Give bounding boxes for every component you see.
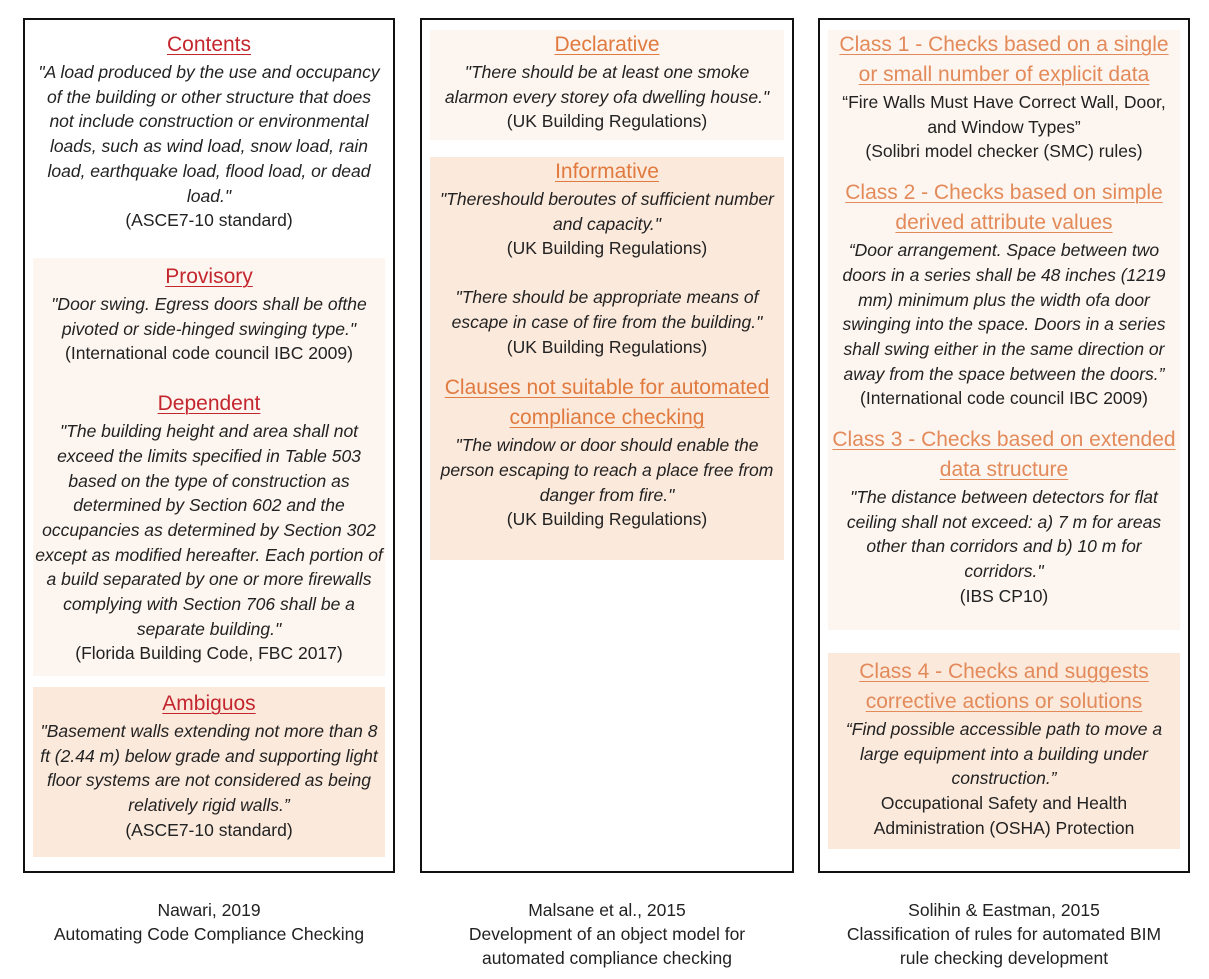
section-source: (UK Building Regulations) [506, 111, 708, 132]
section-source: (UK Building Regulations) [506, 336, 708, 357]
caption-malsane [420, 898, 794, 970]
section-quote: "The distance between detectors for flat ceiling shall not exceed: a) 7 m for areas other than corridors and b) 10 m for corridors." [846, 487, 1162, 582]
section-title: Class 4 - Checks and suggests corrective actions or solutions [859, 660, 1149, 713]
section-class-1-3 [828, 30, 1180, 630]
caption-title: Classification of rules for automated BIM rule checking development [846, 924, 1162, 968]
section-source: (IBS CP10) [959, 585, 1049, 606]
section-source: (UK Building Regulations) [506, 238, 708, 259]
section-contents [33, 30, 385, 252]
section-source: (International code council IBC 2009) [860, 388, 1148, 409]
section-title: Class 2 - Checks based on simple derived attribute values [845, 181, 1163, 235]
section-quote: "The window or door should enable the person escaping to reach a place free from danger from fire." [440, 435, 774, 505]
column-solihin [818, 18, 1190, 873]
section-source: (Solibri model checker (SMC) rules) [865, 141, 1143, 162]
section-quote: "There should be at least one smoke alarmon every storey ofa dwelling house." [444, 62, 770, 107]
caption-author: Malsane et al., 2015 [528, 900, 686, 920]
section-quote: "Door swing. Egress doors shall be ofthe pivoted or side-hinged swinging type." [51, 294, 367, 339]
section-quote: "There should be appropriate means of escape in case of fire from the building." [451, 287, 763, 332]
section-title: Declarative [554, 33, 660, 56]
section-quote: "A load produced by the use and occupancy of the building or other structure that does not include construction or environmental loads, such as wind load, snow load, rain load, earthquake load, flood load, or dead load." [38, 62, 380, 206]
section-title: Informative [555, 160, 659, 183]
section-source: (ASCE7-10 standard) [125, 210, 293, 231]
section-informative-clauses [430, 157, 784, 560]
caption-title: Automating Code Compliance Checking [53, 924, 365, 944]
section-provisory-dependent [33, 258, 385, 676]
section-quote: “Find possible accessible path to move a large equipment into a building under construction.” [845, 719, 1163, 789]
section-title: Ambiguos [162, 692, 256, 715]
section-title: Provisory [165, 265, 253, 288]
section-quote: “Fire Walls Must Have Correct Wall, Door, and Window Types” [842, 92, 1166, 137]
section-source: Occupational Safety and Health Administration (OSHA) Protection [873, 793, 1135, 838]
section-source: (ASCE7-10 standard) [125, 819, 293, 840]
column-nawari [23, 18, 395, 873]
section-declarative [430, 30, 784, 140]
column-malsane [420, 18, 794, 873]
caption-nawari [23, 898, 395, 946]
section-quote: “Door arrangement. Space between two doors in a series shall be 48 inches (1219 mm) minimum plus the width ofa door swinging into the space. Doors in a series shall swing either in the same direction or away from the space between the doors.” [842, 240, 1166, 384]
section-title: Class 3 - Checks based on extended data structure [832, 428, 1176, 482]
section-title: Contents [166, 33, 252, 56]
section-quote: "Thereshould beroutes of sufficient number and capacity." [439, 189, 775, 234]
caption-author: Nawari, 2019 [157, 900, 261, 920]
section-quote: "The building height and area shall not exceed the limits specified in Table 503 based on the type of construction as determined by Section 602 and the occupancies as determined by Section 302 except as modified hereafter. Each portion of a build separated by one or more firewalls complying with Section 706 shall be a separate building." [35, 421, 383, 639]
section-quote: "Basement walls extending not more than 8 ft (2.44 m) below grade and supporting light floor systems are not considered as being relatively rigid walls.” [40, 721, 378, 816]
section-source: (International code council IBC 2009) [65, 343, 353, 364]
section-source: (UK Building Regulations) [506, 509, 708, 530]
section-title: Dependent [157, 392, 261, 416]
section-title: Clauses not suitable for automated compliance checking [444, 376, 770, 430]
caption-solihin [818, 898, 1190, 970]
caption-title: Development of an object model for automated compliance checking [468, 924, 746, 968]
caption-author: Solihin & Eastman, 2015 [908, 900, 1100, 920]
section-ambiguos [33, 687, 385, 857]
section-title: Class 1 - Checks based on a single or small number of explicit data [839, 33, 1169, 86]
section-class-4 [828, 653, 1180, 849]
section-source: (Florida Building Code, FBC 2017) [75, 643, 343, 664]
